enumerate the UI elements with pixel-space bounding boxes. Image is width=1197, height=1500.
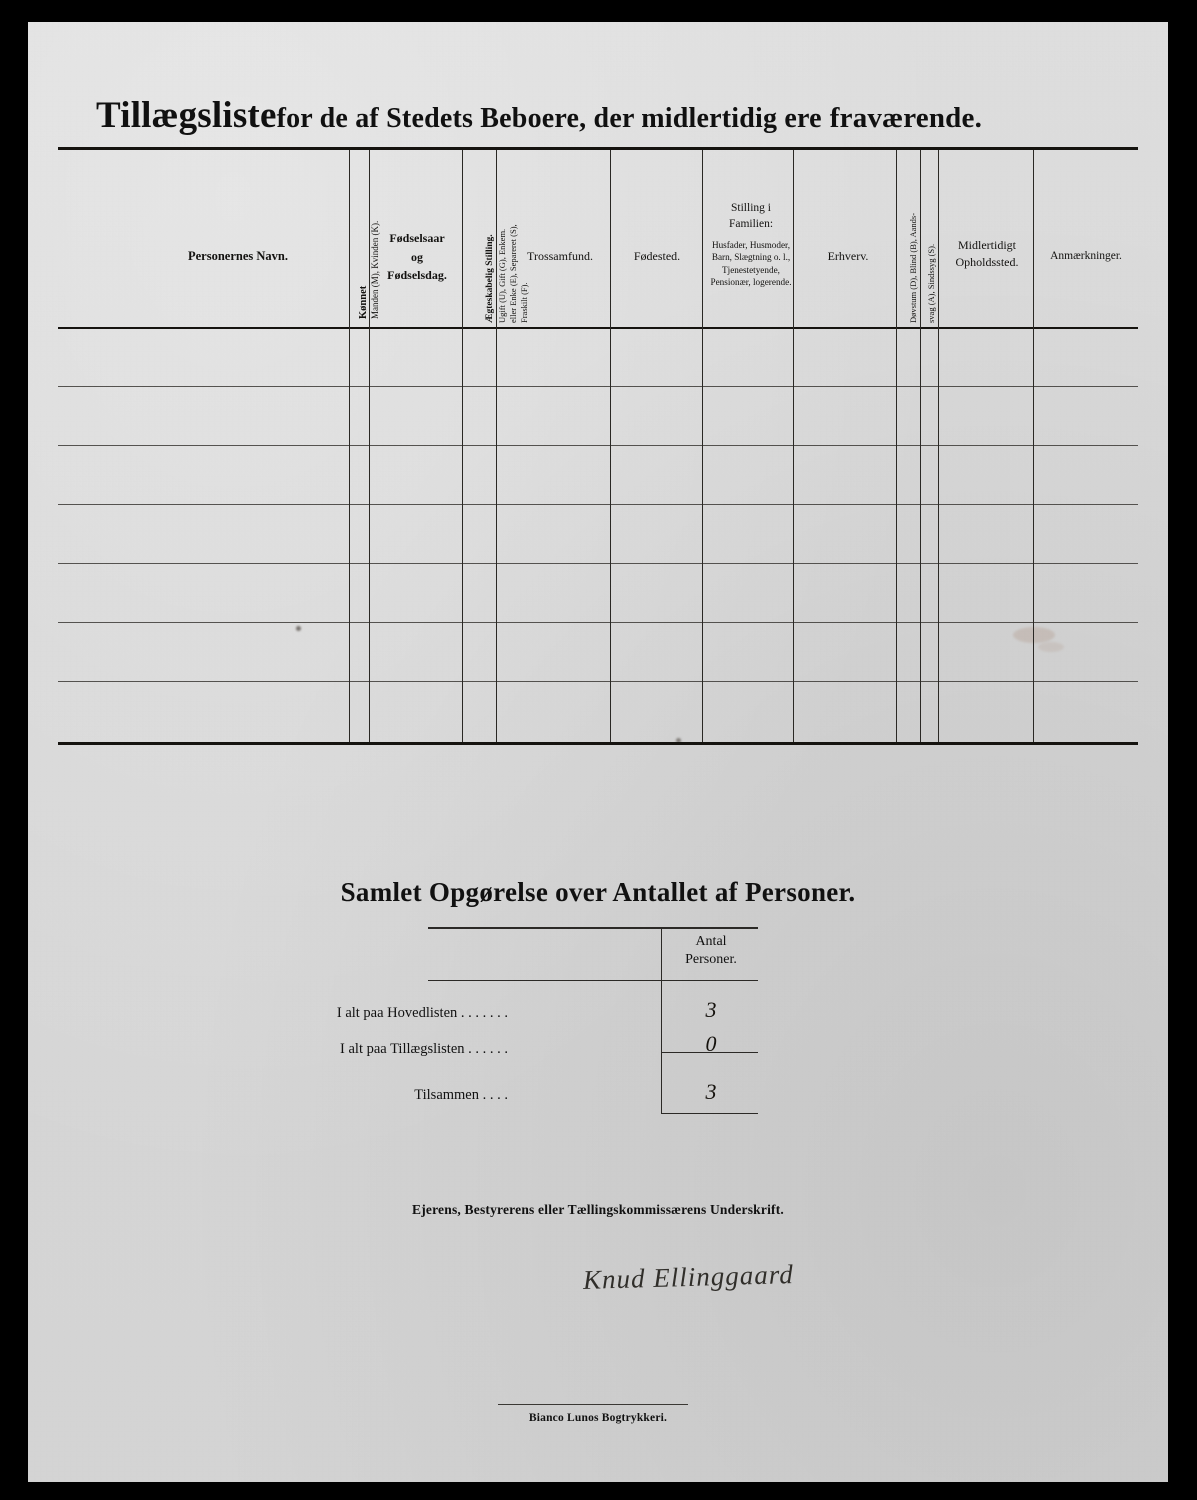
summary-total-label: Tilsammen . . . . — [414, 1087, 508, 1103]
table-column-separator — [896, 150, 897, 742]
column-header-erhverv: Erhverv. — [827, 249, 869, 263]
column-header-anmerkninger: Anmærkninger. — [1050, 250, 1122, 262]
additional-persons-table — [58, 147, 1138, 747]
summary-top-rule — [428, 927, 758, 929]
table-row-separator — [58, 386, 1138, 387]
summary-row-value: 0 — [705, 1031, 717, 1056]
signature-label: Ejerens, Bestyrerens eller Tællingskommissærens Underskrift. — [412, 1202, 784, 1217]
page-title-prefix: Tillægsliste — [96, 95, 277, 136]
signature-handwriting: Knud Ellinggaard — [582, 1259, 795, 1295]
summary-total-value: 3 — [705, 1079, 717, 1104]
table-row-separator — [58, 563, 1138, 564]
table-top-rule — [58, 147, 1138, 150]
summary-table — [336, 927, 758, 1117]
column-header-opholdssted: Midlertidigt Opholdssted. — [955, 238, 1019, 269]
printer-credit: Bianco Lunos Bogtrykkeri. — [528, 1412, 668, 1424]
column-header-fodsel: Fødselsaar og Fødselsdag. — [387, 231, 447, 283]
summary-value-header-line2: Personer. — [685, 951, 737, 967]
summary-row-label: I alt paa Hovedlisten . . . . . . . — [336, 1005, 508, 1021]
summary-value-column-header — [656, 933, 766, 968]
column-header-kon-sub: Manden (M), Kvinden (K). — [370, 220, 380, 319]
summary-row-label: I alt paa Tillægslisten . . . . . . — [340, 1041, 508, 1057]
scanned-census-form — [28, 22, 1168, 1482]
table-column-separator — [462, 150, 463, 742]
column-header-dovstum-2: svag (A), Sindssyg (S). — [926, 243, 936, 323]
column-header-aegteskab-sub3: Fraskilt (F). — [519, 282, 529, 323]
column-header-navn: Personernes Navn. — [188, 249, 288, 263]
table-column-separator — [1033, 150, 1034, 742]
summary-header-rule — [428, 980, 758, 981]
column-header-trossamfund: Trossamfund. — [527, 249, 593, 263]
summary-row-value: 3 — [705, 997, 717, 1022]
table-row-separator — [58, 681, 1138, 682]
table-header-rule — [58, 327, 1138, 329]
printer-credit-rule — [498, 1404, 688, 1405]
table-row-separator — [58, 445, 1138, 446]
summary-heading: Samlet Opgørelse over Antallet af Personer. — [340, 877, 856, 907]
page-title-middle: for de af Stedets Beboere, der midlertidig ere — [276, 103, 822, 134]
column-header-aegteskab-sub1: Ugift (U), Gift (G), Enkem. — [497, 228, 507, 323]
summary-bottom-rule — [661, 1113, 758, 1114]
table-column-separator — [702, 150, 703, 742]
column-header-stilling: Stilling i Familien: — [728, 202, 774, 230]
column-header-dovstum-1: Døvstum (D), Blind (B), Aands- — [908, 212, 918, 323]
column-header-stilling-sub: Husfader, Husmoder, Barn, Slægtning o. l., Tjenestetyende, Pensionær, logerende. — [710, 240, 792, 288]
column-header-aegteskab-sub2: eller Enke (E), Separeret (S), — [508, 224, 518, 323]
column-header-fodested: Fødested. — [633, 249, 681, 263]
column-header-kon: Kønnet — [358, 285, 369, 319]
table-row-separator — [58, 504, 1138, 505]
column-header-aegteskab: Ægteskabelig Stilling. — [485, 234, 495, 323]
table-column-separator — [349, 150, 350, 742]
table-row-separator — [58, 622, 1138, 623]
page-title — [96, 94, 1106, 137]
table-column-separator — [920, 150, 921, 742]
page-title-suffix: fraværende. — [829, 102, 983, 134]
table-column-separator — [938, 150, 939, 742]
table-bottom-rule — [58, 742, 1138, 745]
table-column-separator — [610, 150, 611, 742]
summary-value-header-line1: Antal — [695, 934, 727, 949]
